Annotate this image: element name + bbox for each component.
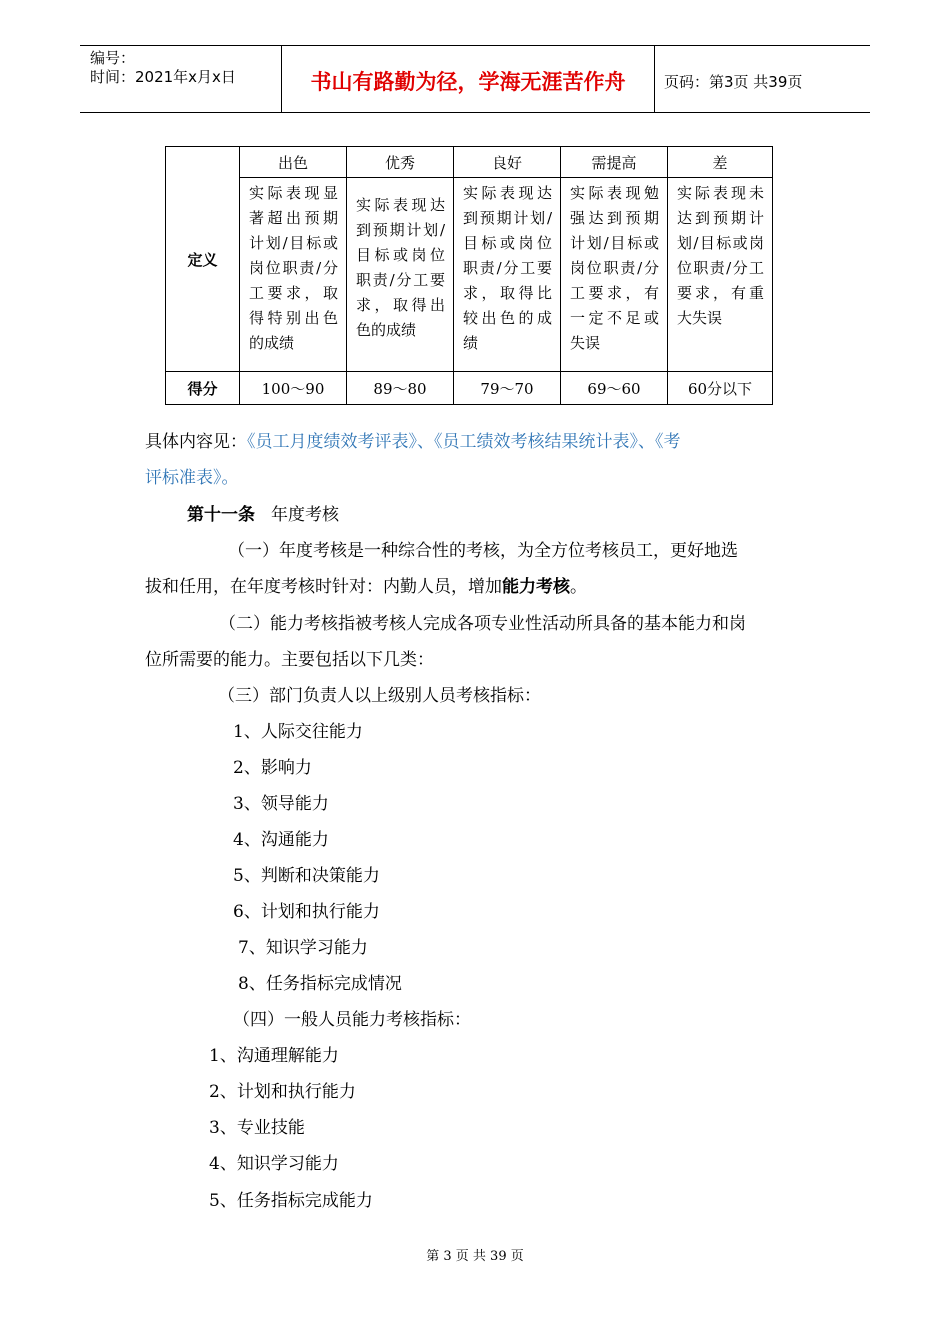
article-number: 第十一条	[187, 505, 255, 525]
header-page-info: 页码：第3页 共39页	[664, 73, 803, 91]
list-item: 1、人际交往能力	[233, 722, 363, 742]
table-row	[166, 178, 773, 372]
header-bottom-rule	[80, 112, 870, 113]
list-item: 4、知识学习能力	[209, 1154, 339, 1174]
grade-definition: 实际表现显著超出预期计划/目标或岗位职责/分工要求，取得特别出色的成绩	[240, 178, 347, 372]
grade-definition: 实际表现勉强达到预期计划/目标或岗位职责/分工要求，有一定不足或失误	[561, 178, 668, 372]
score-range: 100～90	[240, 372, 347, 405]
link-monthly-evaluation[interactable]: 《员工月度绩效考评表》	[247, 432, 417, 452]
header-motto: 书山有路勤为径，学海无涯苦作舟	[310, 70, 626, 94]
paragraph-2-line-2: 位所需要的能力。主要包括以下几类：	[145, 650, 434, 670]
link-evaluation-standard-cont[interactable]: 评标准表》	[145, 468, 222, 488]
table-row	[166, 372, 773, 405]
list-item: 6、计划和执行能力	[233, 902, 380, 922]
grade-definition: 实际表现达到预期计划/目标或岗位职责/分工要求，取得出色的成绩	[347, 178, 454, 372]
table-row	[166, 147, 773, 178]
link-result-statistics[interactable]: 《员工绩效考核结果统计表》	[434, 432, 638, 452]
grade-header: 需提高	[561, 147, 668, 178]
paragraph-4: （四）一般人员能力考核指标：	[233, 1010, 471, 1030]
paragraph-2-line-1: （二）能力考核指被考核人完成各项专业性活动所具备的基本能力和岗	[219, 614, 746, 634]
header-number: 编号：	[90, 49, 136, 67]
separator: 、	[417, 432, 434, 452]
see-also-line	[145, 425, 681, 460]
list-item: 8、任务指标完成情况	[238, 974, 402, 994]
list-item: 2、影响力	[233, 758, 312, 778]
score-range: 60分以下	[668, 372, 773, 405]
paragraph-1-text: 拔和任用，在年度考核时针对：内勤人员，增加	[145, 577, 502, 597]
score-range: 69～60	[561, 372, 668, 405]
grade-header: 优秀	[347, 147, 454, 178]
definition-label: 定义	[166, 147, 240, 372]
list-item: 7、知识学习能力	[238, 938, 368, 958]
grade-header: 出色	[240, 147, 347, 178]
grade-definition: 实际表现未达到预期计划/目标或岗位职责/分工要求，有重大失误	[668, 178, 773, 372]
grade-definition-table	[165, 146, 773, 405]
list-item: 5、任务指标完成能力	[209, 1191, 373, 1211]
header-top-rule	[80, 45, 870, 46]
grade-header: 良好	[454, 147, 561, 178]
article-heading	[187, 498, 339, 533]
header-divider-right	[654, 46, 655, 112]
score-range: 89～80	[347, 372, 454, 405]
link-evaluation-standard[interactable]: 《考	[655, 432, 681, 452]
list-item: 5、判断和决策能力	[233, 866, 380, 886]
list-item: 2、计划和执行能力	[209, 1082, 356, 1102]
list-item: 3、专业技能	[209, 1118, 305, 1138]
list-item: 1、沟通理解能力	[209, 1046, 339, 1066]
paragraph-3: （三）部门负责人以上级别人员考核指标：	[218, 686, 541, 706]
grade-header: 差	[668, 147, 773, 178]
paragraph-1-line-2	[145, 570, 587, 605]
header-time: 时间：2021年x月x日	[90, 68, 236, 86]
page-footer: 第 3 页 共 39 页	[426, 1249, 524, 1264]
paragraph-1-end: 。	[570, 577, 587, 597]
article-title: 年度考核	[271, 505, 339, 525]
score-label: 得分	[166, 372, 240, 405]
grade-definition: 实际表现达到预期计划/目标或岗位职责/分工要求，取得比较出色的成绩	[454, 178, 561, 372]
separator: 、	[638, 432, 655, 452]
see-end: 。	[221, 468, 239, 488]
score-range: 79～70	[454, 372, 561, 405]
list-item: 4、沟通能力	[233, 830, 329, 850]
ability-emphasis: 能力考核	[502, 577, 570, 597]
see-also-line-2	[145, 461, 239, 496]
see-prefix: 具体内容见：	[145, 432, 247, 452]
paragraph-1-line-1: （一）年度考核是一种综合性的考核，为全方位考核员工，更好地选	[228, 541, 738, 561]
list-item: 3、领导能力	[233, 794, 329, 814]
